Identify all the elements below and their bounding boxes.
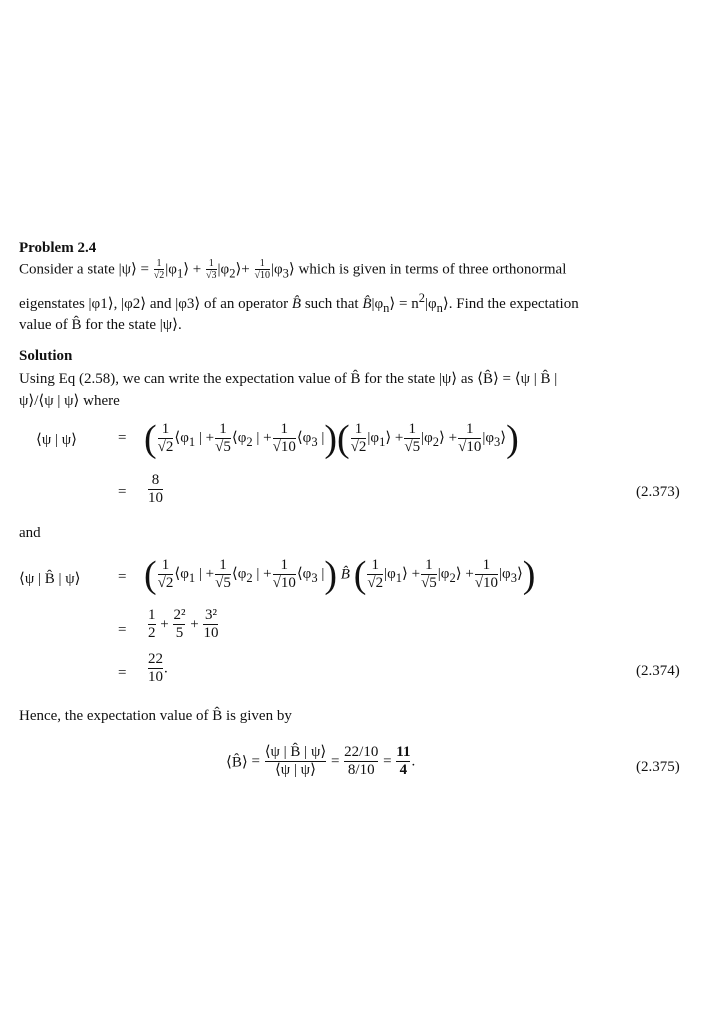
sum-fractions: $\frac{1}{2}$ + $\frac{\text{2²}}{5}$ + $\frac{\text{3²}}{10}$	[148, 607, 219, 641]
eq-expectation: ⟨B̂⟩ = $\frac{⟨\psi | B̂ | \psi⟩}{⟨\psi | \psi⟩}$ = $\frac{22/10}{8/10}$ = $\frac{11}{4}$ .	[226, 744, 416, 778]
eq-psi-psi-lhs: ⟨ψ | ψ⟩	[36, 432, 77, 448]
equals-sign: =	[118, 622, 127, 638]
equation-number-374: (2.374)	[636, 663, 680, 679]
fraction-8-10: $\frac{8}{10}$	[148, 472, 163, 506]
solution-line-1: Using Eq (2.58), we can write the expectation value of B̂ for the state |ψ⟩ as ⟨B̂⟩ = ⟨ψ | B̂ |	[19, 371, 558, 387]
equation-number-375: (2.375)	[636, 759, 680, 775]
solution-line-2: ψ⟩/⟨ψ | ψ⟩ where	[19, 393, 120, 409]
equals-sign: =	[118, 484, 127, 500]
fraction-22-10: $\frac{22}{10}$ .	[148, 651, 168, 685]
problem-text: Consider a state	[19, 261, 115, 278]
equals-sign: =	[118, 430, 127, 446]
hence-text: Hence, the expectation value of B̂ is given by	[19, 708, 292, 724]
eq-psi-psi-rhs: ( $\frac{1}{√2}$ $⟨\varphi_1$ | + $\frac{1}{√5}$ $⟨\varphi_2$ | + $\frac{1}{√10}$ $⟨\varphi_3$ |)( $\frac{1}{√2}$ $|\varphi_1⟩$ + $\frac{1}{√5}$ $|\varphi_2⟩$ + $\frac{1}{√10}$ $|\varphi_3⟩$)	[144, 418, 519, 460]
problem-text: which is given in terms of three orthonormal	[298, 261, 567, 278]
equals-sign: =	[118, 569, 127, 585]
equals-sign: =	[118, 665, 127, 681]
equation-number-373: (2.373)	[636, 484, 680, 500]
problem-line-1: Consider a state |ψ⟩ = $\frac{1}{√2}$ $|\varphi_1⟩$ + $\frac{1}{√3}$ $|\varphi_2⟩+$ $\frac{1}{√10}$ $|\varphi_3⟩$ which is given in terms of three orthonormal	[19, 258, 567, 281]
eq-psi-B-psi-lhs: ⟨ψ | B̂ | ψ⟩	[19, 571, 81, 587]
eq-psi-B-psi-rhs: ( $\frac{1}{√2}$ $⟨\varphi_1$ | + $\frac{1}{√5}$ $⟨\varphi_2$ | + $\frac{1}{√10}$ $⟨\varphi_3$ |) B̂ ( $\frac{1}{√2}$ $|\varphi_1⟩$ + $\frac{1}{√5}$ $|\varphi_2⟩$ + $\frac{1}{√10}$ $|\varphi_3⟩$)	[144, 554, 536, 596]
problem-line-2: eigenstates |φ1⟩, |φ2⟩ and |φ3⟩ of an operator B̂ such that $B̂|\varphi_n⟩$ = $n^2|\varphi_n⟩$. Find the expectation	[19, 291, 579, 315]
problem-line-3: value of B̂ for the state |ψ⟩.	[19, 317, 182, 333]
solution-title: Solution	[19, 348, 73, 364]
problem-title: Problem 2.4	[19, 240, 97, 256]
and-text: and	[19, 525, 41, 541]
